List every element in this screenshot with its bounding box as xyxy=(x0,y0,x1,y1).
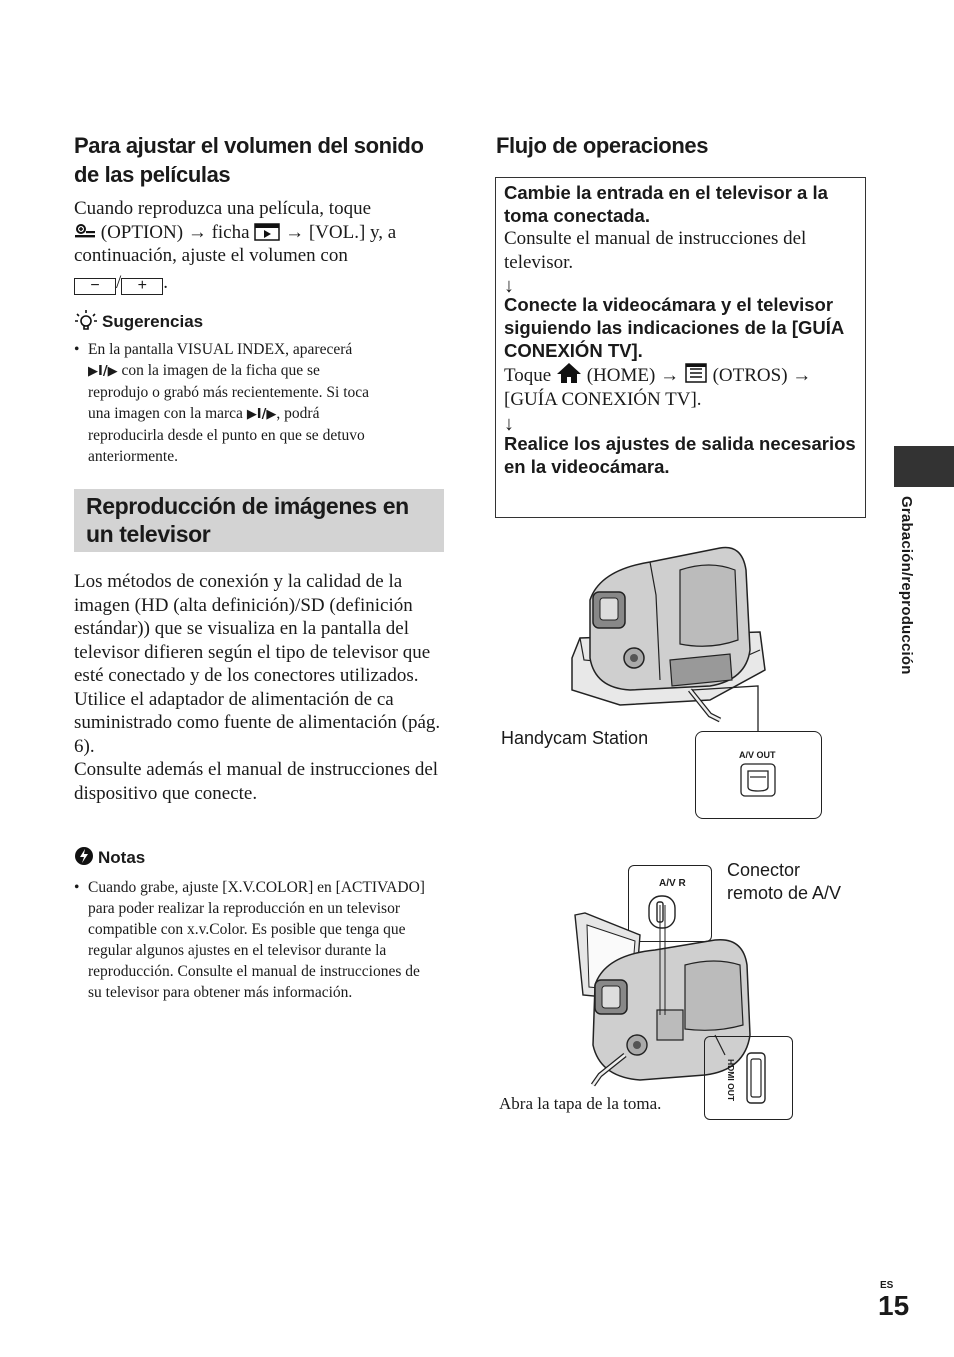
vol-line-3: continuación, ajuste el volumen con xyxy=(74,245,348,266)
side-tab-label: Grabación/reproducción xyxy=(898,496,915,675)
arrow-icon: → xyxy=(660,365,680,386)
tips-heading xyxy=(74,309,203,332)
arrow-icon: → xyxy=(792,365,812,386)
notes-title: Notas xyxy=(98,848,146,867)
step1-text: Consulte el manual de instrucciones del televisor. xyxy=(504,228,807,273)
hdmi-label: HDMI OUT xyxy=(726,1059,736,1102)
volume-heading: Para ajustar el volumen del sonido de las películas xyxy=(74,133,424,187)
handycam-station-label: Handycam Station xyxy=(501,728,649,748)
tips-title: Sugerencias xyxy=(102,312,204,331)
step2-title: Conecte la videocámara y el televisor siguiendo las indicaciones de la [GUÍA CONEXIÓN TV]. xyxy=(504,294,844,361)
av-out-jack-callout xyxy=(695,731,822,819)
step3-title: Realice los ajustes de salida necesarios en la videocámara. xyxy=(504,433,856,477)
av-out-label: A/V OUT xyxy=(739,750,776,760)
tips-list xyxy=(74,339,454,467)
page-number: 15 xyxy=(878,1290,910,1321)
down-arrow-icon: ↓ xyxy=(504,413,514,435)
abra-label: Abra la tapa de la toma. xyxy=(499,1094,662,1113)
av-r-label: A/V R xyxy=(659,878,686,889)
volume-paragraph xyxy=(74,197,446,295)
section-title: Reproducción de imágenes en un televisor xyxy=(86,493,409,547)
play-pause-icon: ▶I/▶ xyxy=(246,407,277,422)
vol-line-2: (OPTION) → ficha → [VOL.] y, a xyxy=(74,221,446,245)
section-banner xyxy=(74,489,444,552)
arrow-icon: → xyxy=(285,221,305,243)
step1-title: Cambie la entrada en el televisor a la toma conectada. xyxy=(504,182,828,226)
down-arrow-icon: ↓ xyxy=(504,275,514,297)
side-tab-marker xyxy=(894,446,954,487)
language-code: ES xyxy=(880,1280,894,1291)
home-icon xyxy=(556,365,582,386)
option-icon xyxy=(74,222,96,243)
flow-heading: Flujo de operaciones xyxy=(496,133,709,158)
tv-paragraph: Los métodos de conexión y la calidad de la imagen (HD (alta definición)/SD (definición estándar)) que se visualiza en la pantalla del televisor difieren según el tipo de televisor que esté conectado y de los conectores utilizados. Utilice el adaptador de alimentación de ca suministrado como fuente de alimentación (pág. 6). Consulte además el manual de instrucciones del dispositivo que conecte. xyxy=(74,571,441,804)
list-item: • En la pantalla VISUAL INDEX, aparecerá ▶I/▶ con la imagen de la ficha que se reprodujo o grabó más recientemente. Si toca una imagen con la marca ▶I/▶, podrá reproducirla desde el punto en que se detuvo anteriormente. xyxy=(74,339,454,467)
play-pause-icon: ▶I/▶ xyxy=(88,364,118,379)
lightbulb-icon xyxy=(74,314,98,331)
av-jack-icon xyxy=(740,763,776,797)
hdmi-jack-callout xyxy=(704,1036,793,1120)
notes-list xyxy=(74,877,432,1003)
arrow-icon: → xyxy=(187,221,207,243)
minus-button-icon: − xyxy=(74,278,116,295)
vol-line-1: Cuando reproduzca una película, toque xyxy=(74,198,372,219)
conector-label: Conector remoto de A/V xyxy=(727,860,842,903)
plus-button-icon: + xyxy=(121,278,163,295)
flow-box xyxy=(495,177,866,518)
vol-line-4: − / + . xyxy=(74,271,446,295)
playback-tab-icon xyxy=(254,222,280,243)
hdmi-port-icon xyxy=(745,1051,767,1105)
callout-line xyxy=(690,684,770,734)
warning-icon xyxy=(74,850,94,867)
others-icon xyxy=(684,365,708,386)
list-item: • Cuando grabe, ajuste [X.V.COLOR] en [ACTIVADO] para poder realizar la reproducción en un televisor compatible con x.v.Color. Es posible que tenga que regular algunos ajustes en el televisor durante la reproducción. Consulte el manual de instrucciones de su televisor para obtener más información. xyxy=(74,877,432,1003)
step2-text: Toque (HOME) → (OTROS) → [GUÍA CONEXIÓN TV]. xyxy=(504,365,812,410)
notes-heading xyxy=(74,846,145,868)
